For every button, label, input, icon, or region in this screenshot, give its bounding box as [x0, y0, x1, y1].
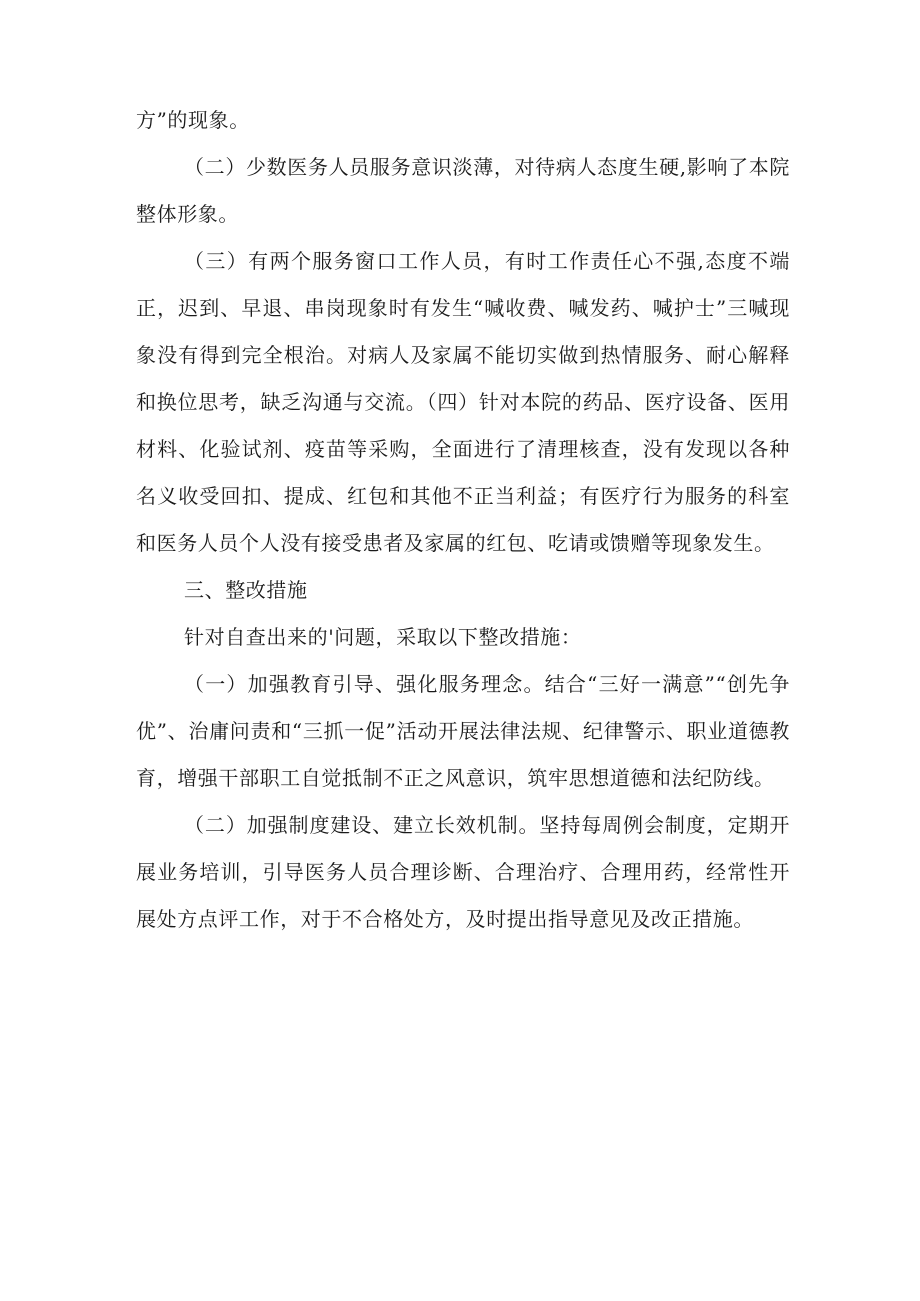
paragraph-measure-two: （二）加强制度建设、建立长效机制。坚持每周例会制度，定期开展业务培训，引导医务人员合理诊断、合理治疗、合理用药，经常性开展处方点评工作，对于不合格处方，及时提出指导意见及改正措施。 [136, 813, 790, 931]
paragraph-intro-measures: 针对自查出来的'问题，采取以下整改措施： [184, 625, 582, 649]
paragraph-issue-two: （二）少数医务人员服务意识淡薄，对待病人态度生硬,影响了本院整体形象。 [136, 155, 790, 226]
section-heading-rectification: 三、整改措施 [184, 578, 308, 602]
paragraph-measure-one: （一）加强教育引导、强化服务理念。结合“三好一满意”“创先争优”、治庸问责和“三抓一促”活动开展法律法规、纪律警示、职业道德教育，增强干部职工自觉抵制不正之风意识，筑牢思想道德和法纪防线。 [136, 672, 790, 790]
document-body [136, 97, 790, 943]
paragraph-continuation: 方”的现象。 [136, 108, 250, 132]
paragraph-issue-three-four: （三）有两个服务窗口工作人员，有时工作责任心不强,态度不端正，迟到、早退、串岗现象时有发生“喊收费、喊发药、喊护士”三喊现象没有得到完全根治。对病人及家属不能切实做到热情服务、耐心解释和换位思考，缺乏沟通与交流。（四）针对本院的药品、医疗设备、医用材料、化验试剂、疫苗等采购，全面进行了清理核查，没有发现以各种名义收受回扣、提成、红包和其他不正当利益；有医疗行为服务的科室和医务人员个人没有接受患者及家属的红包、吃请或馈赠等现象发生。 [136, 249, 790, 555]
